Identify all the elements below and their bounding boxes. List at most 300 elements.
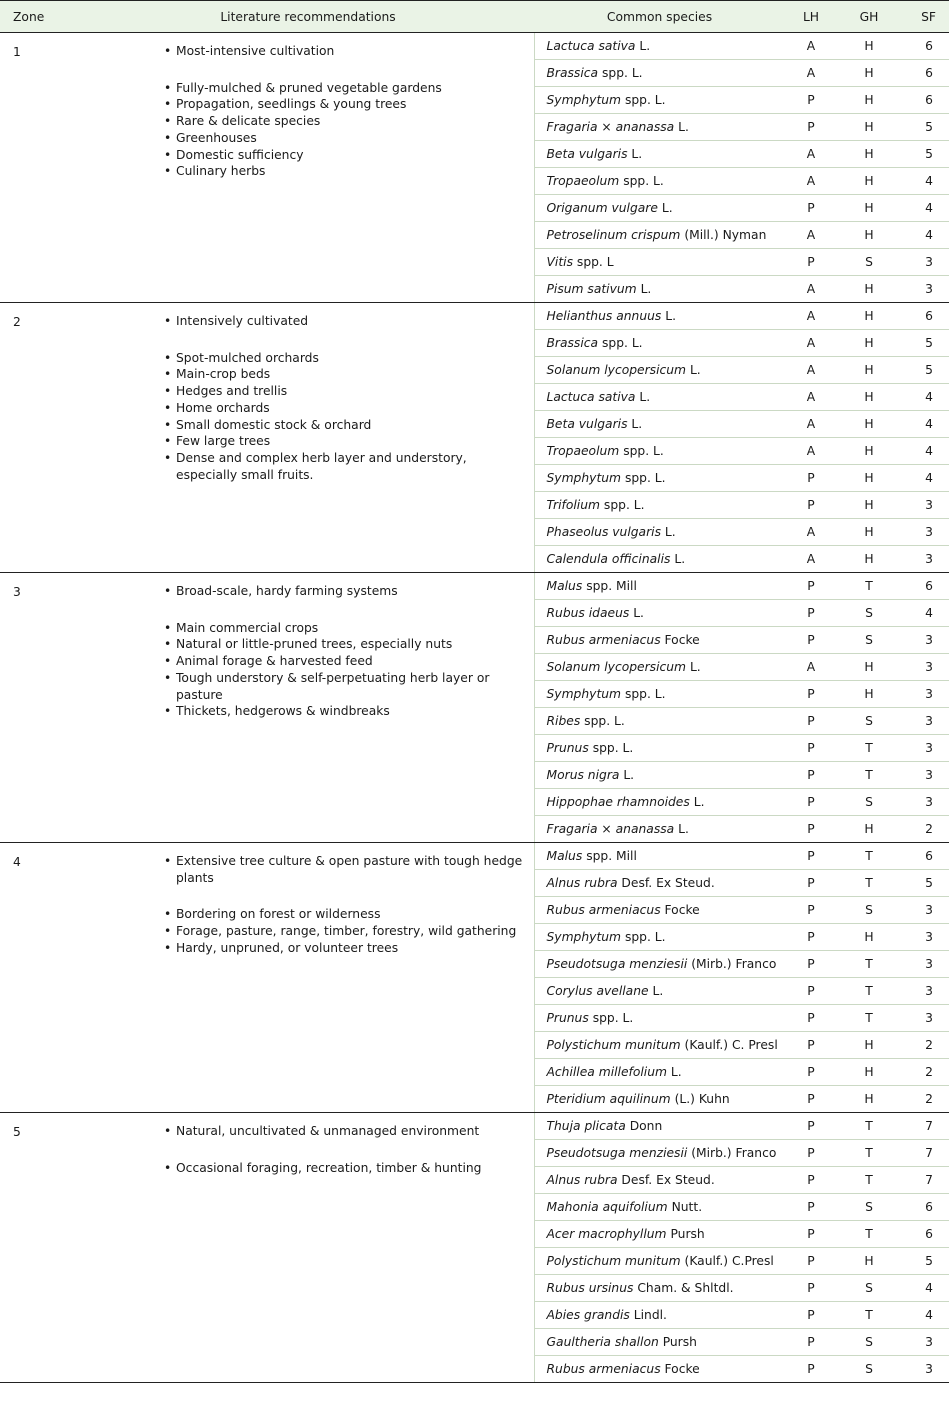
- species-name: [534, 789, 785, 816]
- recommendation-item: • Main commercial crops: [164, 620, 524, 637]
- species-binomial: Lactuca sativa: [546, 390, 636, 404]
- lh-cell: A: [785, 303, 837, 330]
- species-name: [534, 276, 785, 303]
- sf-cell: 3: [901, 735, 949, 762]
- gh-cell: T: [837, 762, 901, 789]
- species-binomial: Malus: [546, 579, 583, 593]
- sf-cell: 3: [901, 978, 949, 1005]
- lh-cell: P: [785, 1194, 837, 1221]
- species-binomial: Rubus armeniacus: [546, 903, 661, 917]
- species-authority: Focke: [664, 903, 700, 917]
- species-binomial: Polystichum munitum: [546, 1038, 681, 1052]
- gh-cell: H: [837, 303, 901, 330]
- gh-cell: H: [837, 330, 901, 357]
- header-gh: GH: [837, 1, 901, 33]
- recommendation-item: • Small domestic stock & orchard: [164, 417, 524, 434]
- species-binomial: Calendula officinalis: [546, 552, 671, 566]
- species-authority: spp. L.: [592, 741, 634, 755]
- species-binomial: Brassica: [546, 336, 599, 350]
- recommendation-list: [82, 43, 524, 180]
- recommendation-item: • Tough understory & self-perpetuating herb layer or pasture: [164, 670, 524, 703]
- sf-cell: 2: [901, 1032, 949, 1059]
- species-authority: (Kaulf.) C.Presl: [684, 1254, 774, 1268]
- species-name: [534, 546, 785, 573]
- lh-cell: P: [785, 870, 837, 897]
- recommendation-item: • Spot-mulched orchards: [164, 350, 524, 367]
- sf-cell: 4: [901, 222, 949, 249]
- sf-cell: 3: [901, 276, 949, 303]
- gh-cell: T: [837, 870, 901, 897]
- sf-cell: 2: [901, 1059, 949, 1086]
- recommendation-list: [82, 853, 524, 957]
- sf-cell: 6: [901, 87, 949, 114]
- species-name: [534, 465, 785, 492]
- gh-cell: T: [837, 843, 901, 870]
- gh-cell: H: [837, 1032, 901, 1059]
- gh-cell: S: [837, 1275, 901, 1302]
- species-binomial: Abies grandis: [546, 1308, 630, 1322]
- gh-cell: H: [837, 1248, 901, 1275]
- sf-cell: 4: [901, 1302, 949, 1329]
- species-authority: (Mirb.) Franco: [691, 1146, 777, 1160]
- recommendation-item: • Hardy, unpruned, or volunteer trees: [164, 940, 524, 957]
- recommendation-heading: • Extensive tree culture & open pasture with tough hedge plants: [164, 853, 524, 886]
- lh-cell: A: [785, 411, 837, 438]
- gh-cell: S: [837, 1194, 901, 1221]
- gh-cell: T: [837, 735, 901, 762]
- gh-cell: H: [837, 276, 901, 303]
- lh-cell: P: [785, 627, 837, 654]
- zone-number: 3: [0, 573, 82, 843]
- species-name: [534, 924, 785, 951]
- lh-cell: A: [785, 546, 837, 573]
- lh-cell: P: [785, 1302, 837, 1329]
- species-binomial: Pteridium aquilinum: [546, 1092, 671, 1106]
- table-body: [0, 33, 949, 1383]
- lh-cell: P: [785, 1356, 837, 1383]
- lh-cell: P: [785, 1248, 837, 1275]
- sf-cell: 4: [901, 600, 949, 627]
- gh-cell: H: [837, 438, 901, 465]
- recommendation-item: • Bordering on forest or wilderness: [164, 906, 524, 923]
- species-binomial: Polystichum munitum: [546, 1254, 681, 1268]
- species-binomial: Symphytum: [546, 471, 622, 485]
- gh-cell: T: [837, 1302, 901, 1329]
- species-binomial: Beta vulgaris: [546, 147, 628, 161]
- lh-cell: P: [785, 1140, 837, 1167]
- literature-recommendations: [82, 843, 534, 1113]
- table-row: [0, 573, 949, 600]
- species-name: [534, 1113, 785, 1140]
- species-authority: (Kaulf.) C. Presl: [684, 1038, 778, 1052]
- sf-cell: 6: [901, 1194, 949, 1221]
- species-name: [534, 708, 785, 735]
- zone-number: 1: [0, 33, 82, 303]
- lh-cell: P: [785, 1167, 837, 1194]
- species-authority: spp. L.: [624, 471, 666, 485]
- gh-cell: H: [837, 546, 901, 573]
- species-authority: (Mill.) Nyman: [684, 228, 767, 242]
- species-binomial: Trifolium: [546, 498, 600, 512]
- sf-cell: 3: [901, 492, 949, 519]
- lh-cell: A: [785, 357, 837, 384]
- species-name: [534, 870, 785, 897]
- species-name: [534, 951, 785, 978]
- species-binomial: Ribes: [546, 714, 581, 728]
- lh-cell: A: [785, 384, 837, 411]
- lh-cell: A: [785, 438, 837, 465]
- species-authority: L.: [639, 390, 651, 404]
- table-row: [0, 303, 949, 330]
- sf-cell: 5: [901, 114, 949, 141]
- species-binomial: Solanum lycopersicum: [546, 660, 687, 674]
- recommendation-item: • Thickets, hedgerows & windbreaks: [164, 703, 524, 720]
- species-authority: (L.) Kuhn: [674, 1092, 730, 1106]
- species-authority: L.: [678, 822, 689, 836]
- species-binomial: Pisum sativum: [546, 282, 637, 296]
- sf-cell: 3: [901, 951, 949, 978]
- zone-number: 4: [0, 843, 82, 1113]
- species-authority: spp. L.: [624, 93, 666, 107]
- sf-cell: 6: [901, 303, 949, 330]
- species-authority: Focke: [664, 1362, 700, 1376]
- species-authority: Pursh: [662, 1335, 697, 1349]
- species-binomial: Gaultheria shallon: [546, 1335, 659, 1349]
- species-binomial: Mahonia aquifolium: [546, 1200, 668, 1214]
- species-authority: Cham. & Shltdl.: [637, 1281, 734, 1295]
- species-binomial: Alnus rubra: [546, 876, 618, 890]
- gh-cell: T: [837, 1113, 901, 1140]
- species-binomial: Origanum vulgare: [546, 201, 658, 215]
- species-authority: spp. L.: [584, 714, 625, 728]
- species-binomial: Prunus: [546, 1011, 589, 1025]
- species-name: [534, 654, 785, 681]
- sf-cell: 4: [901, 465, 949, 492]
- sf-cell: 3: [901, 654, 949, 681]
- gh-cell: H: [837, 141, 901, 168]
- sf-cell: 7: [901, 1113, 949, 1140]
- sf-cell: 5: [901, 1248, 949, 1275]
- recommendation-list: [82, 1123, 524, 1176]
- species-name: [534, 681, 785, 708]
- sf-cell: 5: [901, 141, 949, 168]
- species-binomial: Pseudotsuga menziesii: [546, 957, 688, 971]
- sf-cell: 3: [901, 924, 949, 951]
- species-authority: spp. L.: [601, 336, 643, 350]
- species-authority: L.: [661, 201, 673, 215]
- species-binomial: Symphytum: [546, 930, 622, 944]
- lh-cell: P: [785, 1032, 837, 1059]
- species-binomial: Fragaria × ananassa: [546, 822, 675, 836]
- sf-cell: 3: [901, 1356, 949, 1383]
- species-authority: Lindl.: [633, 1308, 667, 1322]
- species-authority: (Mirb.) Franco: [691, 957, 777, 971]
- species-name: [534, 1248, 785, 1275]
- sf-cell: 7: [901, 1167, 949, 1194]
- species-name: [534, 1140, 785, 1167]
- species-name: [534, 1356, 785, 1383]
- species-authority: L.: [665, 309, 677, 323]
- recommendation-item: • Fully-mulched & pruned vegetable gardens: [164, 80, 524, 97]
- lh-cell: P: [785, 897, 837, 924]
- species-name: [534, 492, 785, 519]
- lh-cell: P: [785, 1059, 837, 1086]
- species-authority: spp. Mill: [586, 579, 637, 593]
- species-name: [534, 1221, 785, 1248]
- species-binomial: Symphytum: [546, 687, 622, 701]
- lh-cell: P: [785, 87, 837, 114]
- gh-cell: H: [837, 87, 901, 114]
- species-binomial: Beta vulgaris: [546, 417, 628, 431]
- lh-cell: P: [785, 573, 837, 600]
- species-binomial: Malus: [546, 849, 583, 863]
- species-binomial: Lactuca sativa: [546, 39, 636, 53]
- recommendation-item: • Domestic sufficiency: [164, 147, 524, 164]
- gh-cell: T: [837, 1167, 901, 1194]
- species-name: [534, 519, 785, 546]
- sf-cell: 4: [901, 168, 949, 195]
- sf-cell: 6: [901, 843, 949, 870]
- table-row: [0, 1113, 949, 1140]
- lh-cell: P: [785, 600, 837, 627]
- species-name: [534, 627, 785, 654]
- lh-cell: A: [785, 519, 837, 546]
- gh-cell: S: [837, 897, 901, 924]
- gh-cell: H: [837, 384, 901, 411]
- lh-cell: A: [785, 141, 837, 168]
- species-binomial: Helianthus annuus: [546, 309, 662, 323]
- species-authority: L.: [693, 795, 705, 809]
- table-row: [0, 33, 949, 60]
- gh-cell: H: [837, 114, 901, 141]
- sf-cell: 3: [901, 249, 949, 276]
- species-name: [534, 573, 785, 600]
- gh-cell: H: [837, 195, 901, 222]
- species-authority: Desf. Ex Steud.: [621, 876, 715, 890]
- species-authority: spp. L.: [603, 498, 645, 512]
- gh-cell: H: [837, 33, 901, 60]
- header-literature: Literature recommendations: [82, 1, 534, 33]
- recommendation-item: • Forage, pasture, range, timber, forestry, wild gathering: [164, 923, 524, 940]
- gh-cell: H: [837, 222, 901, 249]
- literature-recommendations: [82, 573, 534, 843]
- gh-cell: S: [837, 789, 901, 816]
- species-name: [534, 816, 785, 843]
- recommendation-heading: • Natural, uncultivated & unmanaged environment: [164, 1123, 524, 1140]
- gh-cell: H: [837, 1059, 901, 1086]
- species-authority: L.: [678, 120, 689, 134]
- sf-cell: 2: [901, 1086, 949, 1113]
- gh-cell: H: [837, 654, 901, 681]
- species-authority: spp. L.: [623, 444, 664, 458]
- lh-cell: P: [785, 1005, 837, 1032]
- header-lh: LH: [785, 1, 837, 33]
- species-authority: L.: [631, 417, 643, 431]
- header-row: [0, 1, 949, 33]
- lh-cell: P: [785, 762, 837, 789]
- species-name: [534, 330, 785, 357]
- species-authority: Desf. Ex Steud.: [621, 1173, 715, 1187]
- gh-cell: H: [837, 1086, 901, 1113]
- sf-cell: 3: [901, 627, 949, 654]
- lh-cell: P: [785, 114, 837, 141]
- lh-cell: P: [785, 1113, 837, 1140]
- species-binomial: Symphytum: [546, 93, 622, 107]
- species-name: [534, 222, 785, 249]
- sf-cell: 3: [901, 519, 949, 546]
- gh-cell: S: [837, 627, 901, 654]
- sf-cell: 4: [901, 195, 949, 222]
- species-binomial: Pseudotsuga menziesii: [546, 1146, 688, 1160]
- species-name: [534, 600, 785, 627]
- header-zone: Zone: [0, 1, 82, 33]
- lh-cell: P: [785, 465, 837, 492]
- species-name: [534, 357, 785, 384]
- sf-cell: 3: [901, 789, 949, 816]
- species-binomial: Acer macrophyllum: [546, 1227, 667, 1241]
- sf-cell: 6: [901, 33, 949, 60]
- gh-cell: H: [837, 816, 901, 843]
- gh-cell: S: [837, 249, 901, 276]
- species-authority: spp. L.: [601, 66, 643, 80]
- gh-cell: H: [837, 492, 901, 519]
- species-binomial: Achillea millefolium: [546, 1065, 667, 1079]
- lh-cell: P: [785, 1329, 837, 1356]
- gh-cell: S: [837, 600, 901, 627]
- recommendation-item: • Rare & delicate species: [164, 113, 524, 130]
- sf-cell: 4: [901, 411, 949, 438]
- lh-cell: A: [785, 276, 837, 303]
- species-binomial: Fragaria × ananassa: [546, 120, 675, 134]
- gh-cell: T: [837, 1140, 901, 1167]
- species-name: [534, 1275, 785, 1302]
- recommendation-item: • Culinary herbs: [164, 163, 524, 180]
- species-binomial: Brassica: [546, 66, 599, 80]
- gh-cell: T: [837, 1221, 901, 1248]
- species-authority: spp. L.: [592, 1011, 634, 1025]
- species-binomial: Vitis: [546, 255, 573, 269]
- gh-cell: S: [837, 1356, 901, 1383]
- lh-cell: P: [785, 681, 837, 708]
- gh-cell: T: [837, 978, 901, 1005]
- lh-cell: P: [785, 708, 837, 735]
- species-name: [534, 843, 785, 870]
- lh-cell: A: [785, 33, 837, 60]
- sf-cell: 3: [901, 762, 949, 789]
- species-authority: L.: [664, 525, 676, 539]
- recommendation-list: [82, 583, 524, 720]
- species-binomial: Phaseolus vulgaris: [546, 525, 661, 539]
- lh-cell: P: [785, 843, 837, 870]
- literature-recommendations: [82, 303, 534, 573]
- species-name: [534, 168, 785, 195]
- lh-cell: A: [785, 60, 837, 87]
- recommendation-item: • Main-crop beds: [164, 366, 524, 383]
- sf-cell: 3: [901, 681, 949, 708]
- gh-cell: H: [837, 357, 901, 384]
- species-name: [534, 897, 785, 924]
- recommendation-item: • Natural or little-pruned trees, especially nuts: [164, 636, 524, 653]
- gh-cell: H: [837, 681, 901, 708]
- lh-cell: A: [785, 168, 837, 195]
- recommendation-item: • Occasional foraging, recreation, timber & hunting: [164, 1160, 524, 1177]
- species-name: [534, 384, 785, 411]
- species-name: [534, 1032, 785, 1059]
- lh-cell: P: [785, 789, 837, 816]
- species-authority: L.: [652, 984, 664, 998]
- lh-cell: P: [785, 492, 837, 519]
- lh-cell: P: [785, 1221, 837, 1248]
- species-binomial: Corylus avellane: [546, 984, 649, 998]
- species-name: [534, 303, 785, 330]
- recommendation-item: • Hedges and trellis: [164, 383, 524, 400]
- species-name: [534, 1086, 785, 1113]
- recommendation-item: • Dense and complex herb layer and understory, especially small fruits.: [164, 450, 524, 483]
- lh-cell: P: [785, 195, 837, 222]
- species-name: [534, 411, 785, 438]
- gh-cell: H: [837, 411, 901, 438]
- recommendation-heading: • Intensively cultivated: [164, 313, 524, 330]
- gh-cell: H: [837, 60, 901, 87]
- species-authority: spp. Mill: [586, 849, 637, 863]
- literature-recommendations: [82, 33, 534, 303]
- species-authority: L.: [670, 1065, 682, 1079]
- species-name: [534, 762, 785, 789]
- recommendation-heading: • Broad-scale, hardy farming systems: [164, 583, 524, 600]
- gh-cell: T: [837, 951, 901, 978]
- sf-cell: 5: [901, 357, 949, 384]
- lh-cell: P: [785, 924, 837, 951]
- species-binomial: Solanum lycopersicum: [546, 363, 687, 377]
- gh-cell: H: [837, 924, 901, 951]
- species-authority: L.: [639, 39, 651, 53]
- gh-cell: T: [837, 1005, 901, 1032]
- species-authority: spp. L.: [623, 174, 664, 188]
- table-row: [0, 843, 949, 870]
- species-name: [534, 249, 785, 276]
- sf-cell: 4: [901, 1275, 949, 1302]
- species-name: [534, 1167, 785, 1194]
- species-binomial: Rubus ursinus: [546, 1281, 634, 1295]
- recommendation-item: • Propagation, seedlings & young trees: [164, 96, 524, 113]
- species-name: [534, 1059, 785, 1086]
- sf-cell: 6: [901, 60, 949, 87]
- species-name: [534, 195, 785, 222]
- species-authority: Donn: [629, 1119, 663, 1133]
- sf-cell: 3: [901, 897, 949, 924]
- recommendation-item: • Greenhouses: [164, 130, 524, 147]
- species-name: [534, 735, 785, 762]
- sf-cell: 6: [901, 1221, 949, 1248]
- gh-cell: H: [837, 519, 901, 546]
- zone-number: 2: [0, 303, 82, 573]
- species-name: [534, 1194, 785, 1221]
- sf-cell: 5: [901, 870, 949, 897]
- lh-cell: A: [785, 654, 837, 681]
- species-binomial: Tropaeolum: [546, 174, 620, 188]
- species-authority: L.: [689, 363, 701, 377]
- species-authority: Nutt.: [671, 1200, 703, 1214]
- recommendation-item: • Few large trees: [164, 433, 524, 450]
- lh-cell: P: [785, 978, 837, 1005]
- header-species: Common species: [534, 1, 785, 33]
- sf-cell: 3: [901, 1329, 949, 1356]
- species-authority: L.: [640, 282, 652, 296]
- species-authority: L.: [623, 768, 635, 782]
- sf-cell: 7: [901, 1140, 949, 1167]
- gh-cell: H: [837, 168, 901, 195]
- species-name: [534, 141, 785, 168]
